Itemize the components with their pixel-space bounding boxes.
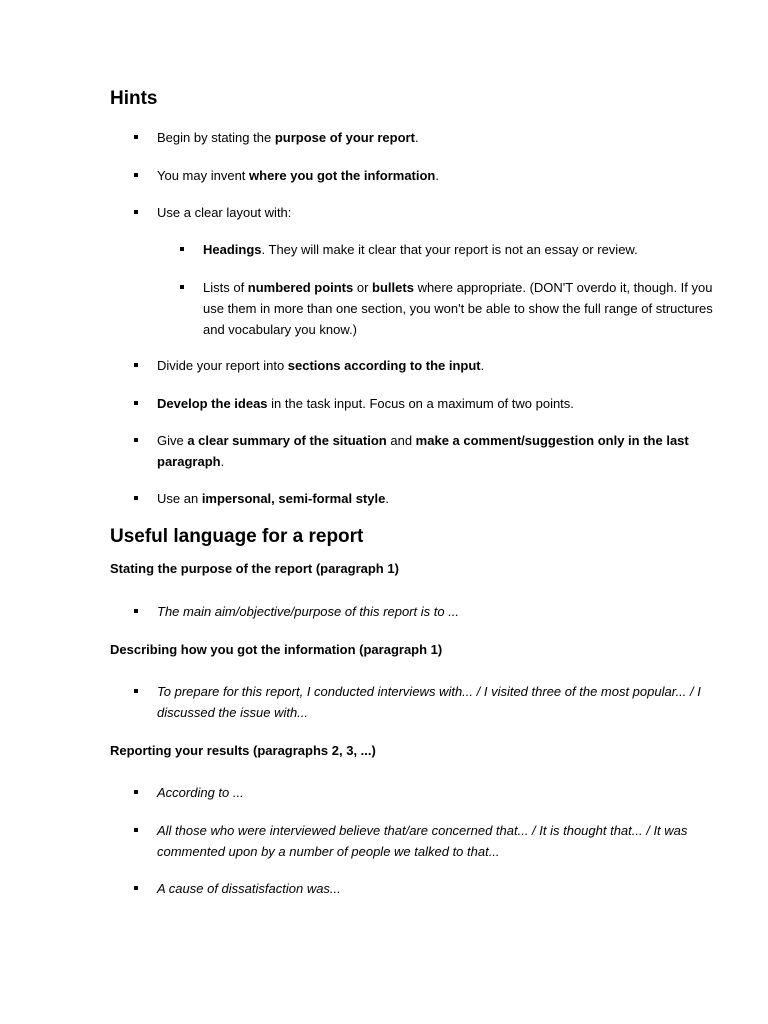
- hint-item: [157, 355, 727, 376]
- text: . They will make it clear that your report is not an essay or review.: [261, 242, 638, 257]
- bullet-icon: [134, 438, 138, 442]
- hint-item: [157, 202, 727, 223]
- bullet-icon: [134, 689, 138, 693]
- bold-text: Develop the ideas: [157, 396, 268, 411]
- bold-text: sections according to the input: [287, 358, 481, 373]
- text: Use an: [157, 491, 202, 506]
- bold-text: impersonal, semi-formal style: [201, 491, 386, 506]
- phrase-item: The main aim/objective/purpose of this report is to ...: [157, 601, 727, 622]
- bold-text: make a comment/suggestion only in the last paragraph: [157, 433, 689, 469]
- text: Give: [157, 433, 188, 448]
- text: or: [353, 280, 373, 295]
- section-heading-purpose: Stating the purpose of the report (paragraph 1): [110, 561, 399, 576]
- hint-item: [157, 488, 727, 509]
- text: .: [435, 168, 439, 183]
- phrase-item: A cause of dissatisfaction was...: [157, 878, 727, 899]
- text: .: [220, 454, 225, 469]
- text: where appropriate. (DON'T overdo it, though. If you use them in more than one section, you won't be able to show the full range of structures and vocabulary you know.): [203, 280, 713, 337]
- bullet-icon: [134, 609, 138, 613]
- bullet-icon: [180, 247, 184, 251]
- bold-text: a clear summary of the situation: [187, 433, 387, 448]
- text: .: [480, 358, 485, 373]
- bullet-icon: [134, 886, 138, 890]
- bullet-icon: [134, 363, 138, 367]
- section-heading-information: Describing how you got the information (paragraph 1): [110, 642, 443, 657]
- text: in the task input. Focus on a maximum of two points.: [267, 396, 574, 411]
- phrase-item: According to ...: [157, 782, 727, 803]
- hint-subitem: [203, 239, 723, 260]
- hint-item: [157, 393, 727, 414]
- text: .: [385, 491, 389, 506]
- text: Begin by stating the: [157, 130, 275, 145]
- bold-text: where you got the information: [249, 168, 436, 183]
- hint-item: [157, 127, 727, 148]
- text: .: [414, 130, 419, 145]
- useful-language-heading: Useful language for a report: [110, 526, 364, 547]
- section-heading-results: Reporting your results (paragraphs 2, 3, ...): [110, 743, 376, 758]
- bullet-icon: [134, 173, 138, 177]
- text: Lists of: [203, 280, 248, 295]
- bold-text: purpose of your report: [274, 130, 415, 145]
- bullet-icon: [134, 790, 138, 794]
- bold-text: bullets: [372, 280, 414, 295]
- hint-item: [157, 430, 727, 472]
- bullet-icon: [134, 496, 138, 500]
- hint-subitem: [203, 277, 723, 340]
- phrase-item: To prepare for this report, I conducted interviews with... / I visited three of the most popular... / I discussed the issue with...: [157, 681, 727, 723]
- hint-item: [157, 165, 727, 186]
- text: You may invent: [157, 168, 250, 183]
- bullet-icon: [180, 285, 184, 289]
- bullet-icon: [134, 828, 138, 832]
- text: and: [386, 433, 416, 448]
- bullet-icon: [134, 135, 138, 139]
- text: Divide your report into: [157, 358, 288, 373]
- phrase-item: All those who were interviewed believe that/are concerned that... / It is thought that... / It was commented upon by a number of people we talked to that...: [157, 820, 727, 862]
- text: Use a clear layout with:: [157, 205, 292, 220]
- hints-heading: Hints: [110, 88, 158, 109]
- bullet-icon: [134, 401, 138, 405]
- bold-text: Headings: [203, 242, 262, 257]
- bullet-icon: [134, 210, 138, 214]
- bold-text: numbered points: [247, 280, 354, 295]
